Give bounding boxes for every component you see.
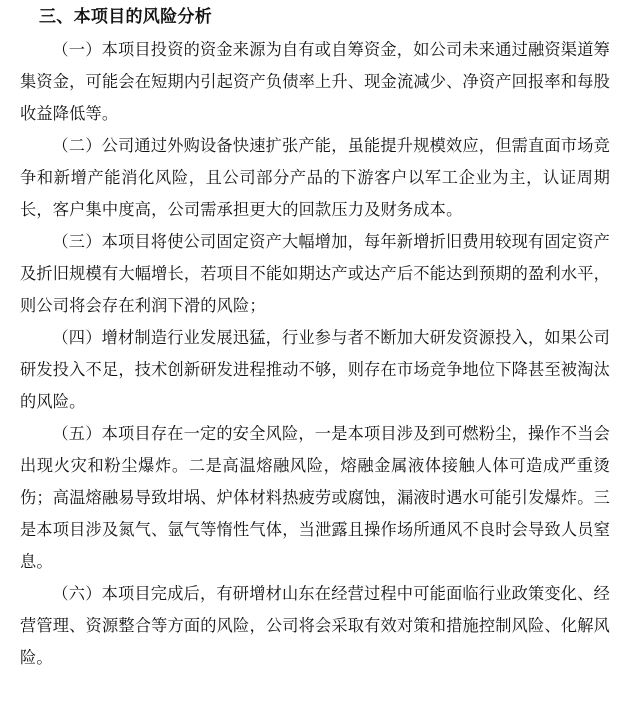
paragraph-risk-4: （四）增材制造行业发展迅猛，行业参与者不断加大研发资源投入，如果公司研发投入不足，技术创新研发进程推动不够，则存在市场竞争地位下降甚至被淘汰的风险。 [20, 328, 610, 411]
document-body [20, 0, 610, 674]
paragraph-risk-5: （五）本项目存在一定的安全风险，一是本项目涉及到可燃粉尘，操作不当会出现火灾和粉尘爆炸。二是高温熔融风险，熔融金属液体接触人体可造成严重烫伤；高温熔融易导致坩埚、炉体材料热疲劳或腐蚀，漏液时遇水可能引发爆炸。三是本项目涉及氮气、氩气等惰性气体，当泄露且操作场所通风不良时会导致人员窒息。 [20, 424, 610, 571]
paragraph-risk-2: （二）公司通过外购设备快速扩张产能，虽能提升规模效应，但需直面市场竞争和新增产能消化风险，且公司部分产品的下游客户以军工企业为主，认证周期长，客户集中度高，公司需承担更大的回款压力及财务成本。 [20, 136, 610, 219]
section-title: 三、本项目的风险分析 [39, 7, 212, 27]
paragraph-risk-1: （一）本项目投资的资金来源为自有或自筹资金，如公司未来通过融资渠道筹集资金，可能会在短期内引起资产负债率上升、现金流减少、净资产回报率和每股收益降低等。 [20, 40, 610, 123]
paragraph-risk-6: （六）本项目完成后，有研增材山东在经营过程中可能面临行业政策变化、经营管理、资源整合等方面的风险，公司将会采取有效对策和措施控制风险、化解风险。 [20, 584, 610, 667]
paragraph-risk-3: （三）本项目将使公司固定资产大幅增加，每年新增折旧费用较现有固定资产及折旧规模有大幅增长，若项目不能如期达产或达产后不能达到预期的盈利水平，则公司将会存在利润下滑的风险； [20, 232, 610, 315]
